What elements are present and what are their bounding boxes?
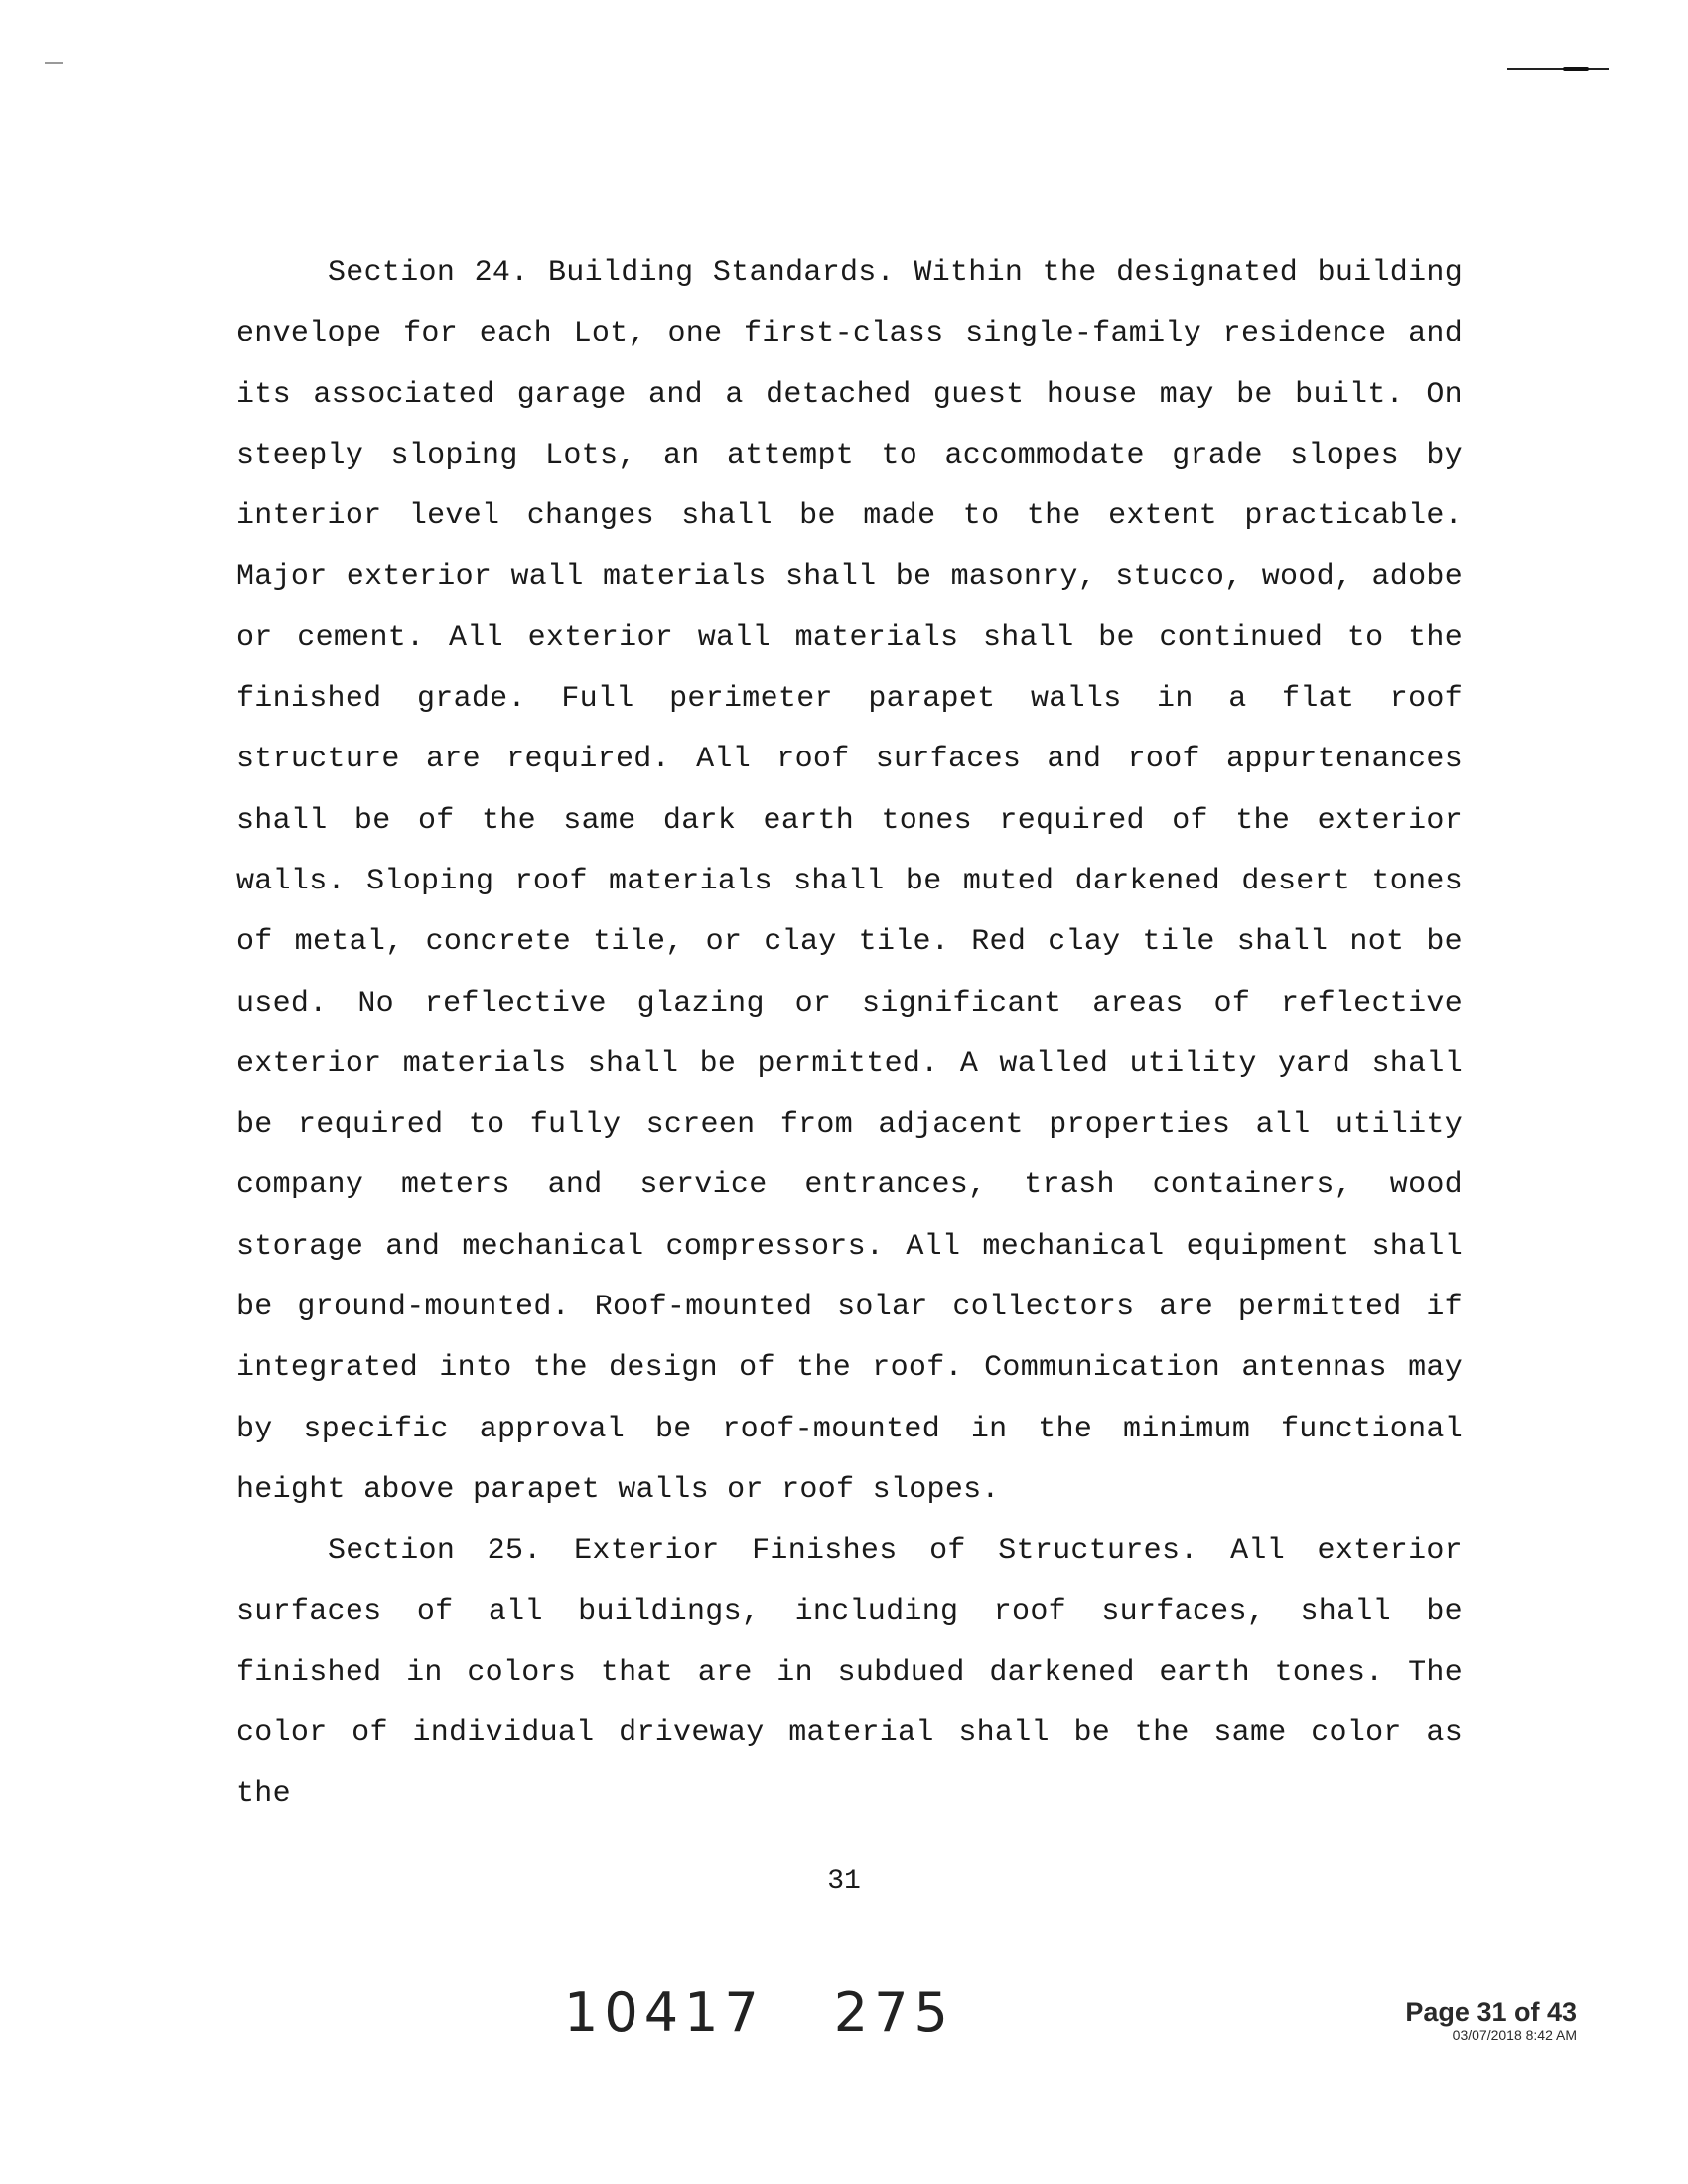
book-page-reference: [564, 1981, 954, 2044]
scan-artifact-left: [45, 62, 63, 64]
section-24-paragraph: Section 24. Building Standards. Within the designated building envelope for each Lot, one first-class single-family residence and its associated garage and a detached guest house may be built. On steeply sloping Lots, an attempt to accommodate grade slopes by interior level changes shall be made to the extent practicable. Major exterior wall materials shall be masonry, stucco, wood, adobe or cement. All exterior wall materials shall be continued to the finished grade. Full perimeter parapet walls in a flat roof structure are required. All roof surfaces and roof appurtenances shall be of the same dark earth tones required of the exterior walls. Sloping roof materials shall be muted darkened desert tones of metal, concrete tile, or clay tile. Red clay tile shall not be used. No reflective glazing or significant areas of reflective exterior materials shall be permitted. A walled utility yard shall be required to fully screen from adjacent properties all utility company meters and service entrances, trash containers, wood storage and mechanical compressors. All mechanical equipment shall be ground-mounted. Roof-mounted solar collectors are permitted if integrated into the design of the roof. Communication antennas may by specific approval be roof-mounted in the minimum functional height above parapet walls or roof slopes.: [236, 256, 1463, 1507]
document-body: [236, 243, 1463, 1826]
scan-artifact-right: [1507, 68, 1609, 70]
book-page-number: 275: [833, 1981, 954, 2044]
book-number: 10417: [564, 1981, 765, 2044]
recording-stamp: [1321, 1997, 1577, 2043]
page-number: 31: [827, 1866, 861, 1897]
recording-timestamp: 03/07/2018 8:42 AM: [1452, 2027, 1577, 2043]
section-25-paragraph: Section 25. Exterior Finishes of Structures. All exterior surfaces of all buildings, including roof surfaces, shall be finished in colors that are in subdued darkened earth tones. The color of individual driveway material shall be the same color as the: [236, 1534, 1463, 1812]
page-count-label: Page 31 of 43: [1405, 1997, 1577, 2027]
